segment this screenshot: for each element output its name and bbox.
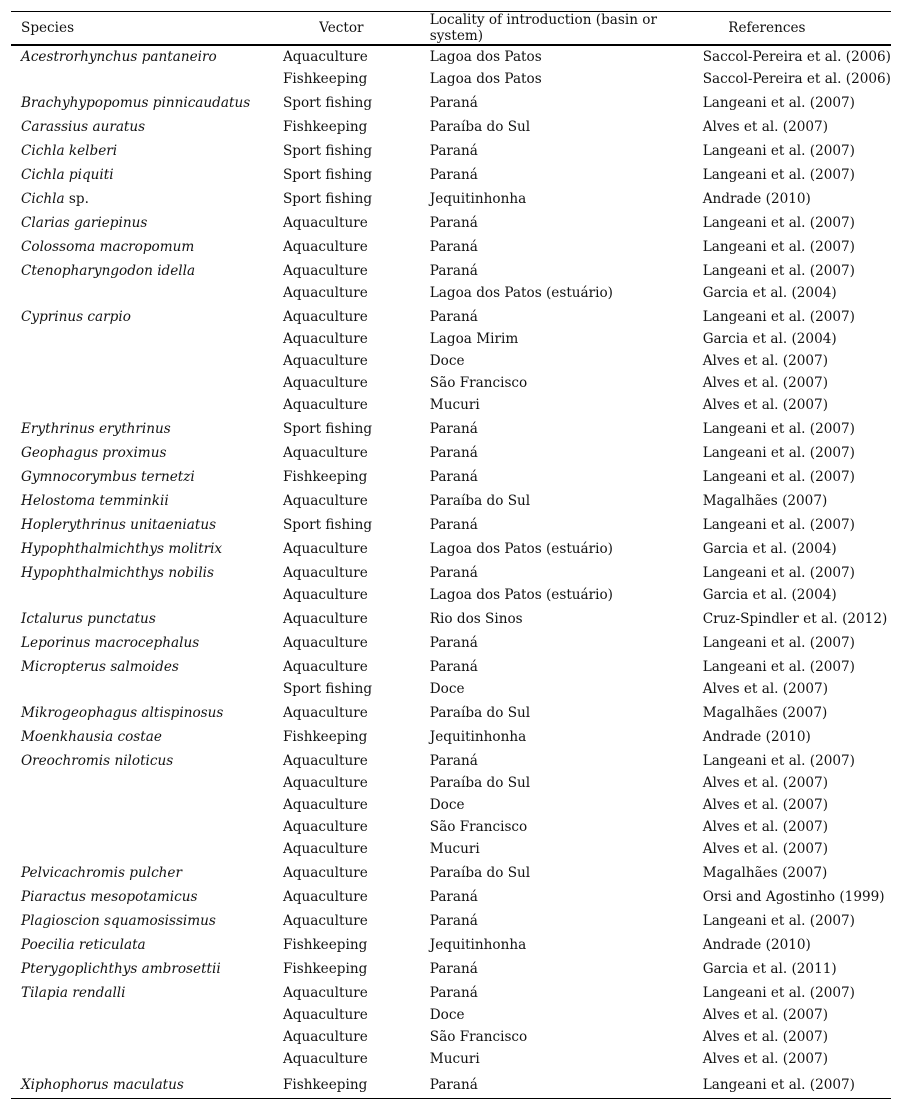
table-row (11, 1070, 891, 1099)
cell-locality: Mucuri (429, 841, 480, 857)
cell-locality: Paraná (429, 753, 478, 769)
cell-vector: Fishkeeping (282, 937, 368, 953)
cell-species (11, 210, 283, 234)
cell-locality: São Francisco (429, 375, 528, 391)
table-row (11, 654, 891, 678)
cell-locality: Paraná (429, 143, 478, 159)
cell-vector: Sport fishing (282, 681, 373, 697)
species-name: Ictalurus punctatus (21, 611, 156, 627)
species-name: Cichla kelberi (21, 143, 118, 159)
cell-species (11, 794, 283, 816)
cell-reference: Langeani et al. (2007) (702, 913, 855, 929)
cell-species (11, 258, 283, 282)
cell-vector: Aquaculture (282, 353, 368, 369)
cell-reference: Magalhães (2007) (702, 705, 828, 721)
cell-species (11, 560, 283, 584)
cell-reference: Saccol-Pereira et al. (2006) (702, 71, 891, 87)
species-name: Micropterus salmoides (21, 659, 179, 675)
species-name: Geophagus proximus (21, 445, 167, 461)
cell-species (11, 536, 283, 560)
cell-species (11, 114, 283, 138)
cell-locality: Doce (429, 797, 465, 813)
cell-locality: Paraná (430, 1070, 703, 1099)
cell-locality: Lagoa Mirim (429, 331, 519, 347)
species-name: Xiphophorus maculatus (21, 1077, 184, 1093)
cell-locality: Mucuri (429, 397, 480, 413)
table-row (11, 816, 891, 838)
cell-species (11, 394, 283, 416)
species-name: Tilapia rendalli (21, 985, 126, 1001)
cell-species (11, 1026, 283, 1048)
cell-vector: Aquaculture (282, 587, 368, 603)
cell-species (11, 138, 283, 162)
table-row (11, 678, 891, 700)
cell-locality: Doce (429, 353, 465, 369)
table-row (11, 630, 891, 654)
cell-vector: Sport fishing (282, 191, 373, 207)
table-row (11, 162, 891, 186)
species-name: Brachyhypopomus pinnicaudatus (21, 95, 251, 111)
cell-species (11, 440, 283, 464)
species-name: Piaractus mesopotamicus (21, 889, 198, 905)
cell-vector: Aquaculture (282, 913, 368, 929)
cell-reference: Saccol-Pereira et al. (2006) (702, 49, 891, 65)
table-row (11, 350, 891, 372)
cell-vector: Aquaculture (282, 375, 368, 391)
cell-vector: Aquaculture (282, 309, 368, 325)
cell-vector: Aquaculture (282, 865, 368, 881)
cell-reference: Langeani et al. (2007) (702, 263, 855, 279)
cell-vector: Aquaculture (282, 819, 368, 835)
species-name: Poecilia reticulata (21, 937, 146, 953)
table-row (11, 258, 891, 282)
cell-species (11, 606, 283, 630)
table-row (11, 416, 891, 440)
cell-locality: Paraná (429, 239, 478, 255)
cell-reference: Alves et al. (2007) (702, 841, 829, 857)
cell-locality: Paraíba do Sul (429, 775, 531, 791)
cell-reference: Alves et al. (2007) (702, 353, 829, 369)
table-header-row (11, 12, 891, 46)
cell-vector: Aquaculture (282, 705, 368, 721)
species-name: Cichla piquiti (21, 167, 114, 183)
cell-species (11, 372, 283, 394)
table-row (11, 45, 891, 68)
cell-vector: Aquaculture (282, 565, 368, 581)
table-row (11, 700, 891, 724)
cell-species (11, 68, 283, 90)
cell-reference: Alves et al. (2007) (702, 797, 829, 813)
cell-vector: Sport fishing (282, 167, 373, 183)
species-name: Cyprinus carpio (21, 309, 131, 325)
table-row (11, 210, 891, 234)
cell-vector: Aquaculture (282, 1007, 368, 1023)
species-suffix: sp. (64, 191, 89, 207)
cell-reference: Langeani et al. (2007) (702, 635, 855, 651)
table-row (11, 908, 891, 932)
cell-reference: Langeani et al. (2007) (702, 167, 855, 183)
cell-locality: Lagoa dos Patos (429, 49, 542, 65)
cell-reference: Alves et al. (2007) (702, 1051, 829, 1067)
table-row (11, 956, 891, 980)
cell-vector: Aquaculture (282, 239, 368, 255)
cell-species (11, 654, 283, 678)
species-name: Hypophthalmichthys molitrix (21, 541, 223, 557)
species-name: Plagioscion squamosissimus (21, 913, 216, 929)
cell-species (11, 1070, 283, 1099)
table-row (11, 464, 891, 488)
table-row (11, 748, 891, 772)
species-name: Ctenopharyngodon idella (21, 263, 196, 279)
table-row (11, 68, 891, 90)
cell-species (11, 980, 283, 1004)
cell-reference: Langeani et al. (2007) (702, 239, 855, 255)
cell-species (11, 1004, 283, 1026)
table-row (11, 772, 891, 794)
cell-reference: Garcia et al. (2004) (702, 587, 837, 603)
cell-reference: Cruz-Spindler et al. (2012) (702, 611, 888, 627)
cell-locality: Paraná (429, 215, 478, 231)
cell-species (11, 908, 283, 932)
table-row (11, 724, 891, 748)
table-row (11, 488, 891, 512)
cell-locality: Jequitinhonha (429, 191, 527, 207)
cell-vector: Aquaculture (282, 611, 368, 627)
cell-locality: Rio dos Sinos (429, 611, 523, 627)
cell-locality: Paraíba do Sul (429, 493, 531, 509)
species-name: Leporinus macrocephalus (21, 635, 200, 651)
cell-locality: Doce (429, 1007, 465, 1023)
table-row (11, 186, 891, 210)
cell-reference: Garcia et al. (2004) (702, 285, 837, 301)
table-row (11, 372, 891, 394)
cell-reference: Alves et al. (2007) (702, 119, 829, 135)
species-name: Pterygoplichthys ambrosettii (21, 961, 221, 977)
species-name: Acestrorhynchus pantaneiro (21, 49, 217, 65)
table-row (11, 114, 891, 138)
cell-species (11, 304, 283, 328)
cell-species (11, 1048, 283, 1070)
cell-reference: Langeani et al. (2007) (702, 753, 855, 769)
table-container (11, 11, 891, 1099)
species-name: Colossoma macropomum (21, 239, 195, 255)
cell-species (11, 90, 283, 114)
cell-species (11, 350, 283, 372)
cell-reference: Magalhães (2007) (702, 493, 828, 509)
cell-reference: Langeani et al. (2007) (702, 659, 855, 675)
cell-locality: Paraná (429, 421, 478, 437)
cell-locality: Paraná (429, 659, 478, 675)
cell-vector: Fishkeeping (282, 729, 368, 745)
cell-reference: Langeani et al. (2007) (702, 143, 855, 159)
cell-vector: Sport fishing (282, 421, 373, 437)
cell-reference: Garcia et al. (2011) (702, 961, 837, 977)
cell-vector: Sport fishing (282, 95, 373, 111)
table-row (11, 512, 891, 536)
cell-species (11, 838, 283, 860)
cell-locality: Paraná (429, 445, 478, 461)
cell-species (11, 464, 283, 488)
table-row (11, 1004, 891, 1026)
cell-vector: Aquaculture (282, 797, 368, 813)
cell-vector: Sport fishing (282, 517, 373, 533)
cell-reference: Andrade (2010) (702, 937, 811, 953)
cell-reference: Langeani et al. (2007) (702, 421, 855, 437)
cell-locality: Paraná (429, 167, 478, 183)
cell-locality: São Francisco (429, 819, 528, 835)
table-row (11, 138, 891, 162)
table-row (11, 584, 891, 606)
species-name: Helostoma temminkii (21, 493, 169, 509)
cell-vector: Fishkeeping (282, 961, 368, 977)
cell-locality: Paraná (429, 913, 478, 929)
cell-species (11, 282, 283, 304)
cell-vector: Sport fishing (282, 143, 373, 159)
cell-species (11, 816, 283, 838)
cell-reference: Langeani et al. (2007) (702, 985, 855, 1001)
cell-vector: Aquaculture (282, 49, 368, 65)
cell-locality: Paraná (429, 517, 478, 533)
table-row (11, 884, 891, 908)
cell-reference: Alves et al. (2007) (702, 1007, 829, 1023)
cell-locality: Paraná (429, 95, 478, 111)
cell-species (11, 884, 283, 908)
cell-reference: Alves et al. (2007) (702, 397, 829, 413)
cell-vector: Aquaculture (282, 445, 368, 461)
cell-species (11, 630, 283, 654)
cell-species (11, 932, 283, 956)
cell-locality: Paraná (429, 263, 478, 279)
cell-vector: Aquaculture (282, 1051, 368, 1067)
cell-locality: Lagoa dos Patos (estuário) (429, 285, 613, 301)
header-species: Species (11, 12, 283, 46)
cell-locality: Jequitinhonha (429, 937, 527, 953)
header-references: References (703, 12, 891, 46)
introduced-species-table (11, 11, 891, 1099)
cell-species (11, 328, 283, 350)
cell-vector: Aquaculture (282, 215, 368, 231)
cell-reference: Garcia et al. (2004) (702, 541, 837, 557)
table-row (11, 606, 891, 630)
cell-locality: Paraíba do Sul (429, 705, 531, 721)
cell-species (11, 772, 283, 794)
cell-locality: Lagoa dos Patos (429, 71, 542, 87)
cell-vector: Aquaculture (282, 985, 368, 1001)
cell-vector: Aquaculture (282, 263, 368, 279)
cell-reference: Alves et al. (2007) (702, 819, 829, 835)
cell-reference: Langeani et al. (2007) (702, 215, 855, 231)
cell-vector: Fishkeeping (282, 469, 368, 485)
cell-vector: Aquaculture (282, 659, 368, 675)
cell-species (11, 700, 283, 724)
table-row (11, 304, 891, 328)
cell-reference: Alves et al. (2007) (702, 1029, 829, 1045)
table-row (11, 440, 891, 464)
cell-reference: Langeani et al. (2007) (702, 95, 855, 111)
cell-species (11, 860, 283, 884)
cell-locality: Doce (429, 681, 465, 697)
cell-locality: Paraná (429, 309, 478, 325)
species-name: Mikrogeophagus altispinosus (21, 705, 224, 721)
cell-locality: Paraná (429, 469, 478, 485)
cell-locality: Lagoa dos Patos (estuário) (429, 541, 613, 557)
cell-vector: Aquaculture (282, 493, 368, 509)
species-name: Clarias gariepinus (21, 215, 148, 231)
table-row (11, 980, 891, 1004)
cell-reference: Andrade (2010) (702, 729, 811, 745)
table-row (11, 328, 891, 350)
cell-species (11, 186, 283, 210)
cell-reference: Orsi and Agostinho (1999) (702, 889, 885, 905)
cell-reference: Magalhães (2007) (702, 865, 828, 881)
table-body (11, 45, 891, 1099)
species-name: Pelvicachromis pulcher (21, 865, 182, 881)
species-name: Moenkhausia costae (21, 729, 162, 745)
table-row (11, 1026, 891, 1048)
table-row (11, 536, 891, 560)
cell-species (11, 956, 283, 980)
cell-locality: São Francisco (429, 1029, 528, 1045)
cell-vector: Fishkeeping (282, 71, 368, 87)
cell-locality: Mucuri (429, 1051, 480, 1067)
cell-locality: Paraná (429, 565, 478, 581)
cell-species (11, 45, 283, 68)
cell-vector: Aquaculture (282, 889, 368, 905)
cell-reference: Langeani et al. (2007) (702, 445, 855, 461)
cell-reference: Langeani et al. (2007) (702, 309, 855, 325)
cell-reference: Andrade (2010) (702, 191, 811, 207)
table-row (11, 794, 891, 816)
cell-reference: Langeani et al. (2007) (703, 1070, 891, 1099)
cell-vector: Aquaculture (282, 1029, 368, 1045)
cell-vector: Aquaculture (282, 841, 368, 857)
species-name: Carassius auratus (21, 119, 146, 135)
cell-vector: Aquaculture (282, 635, 368, 651)
cell-locality: Paraíba do Sul (429, 865, 531, 881)
cell-vector: Aquaculture (282, 397, 368, 413)
species-name: Hypophthalmichthys nobilis (21, 565, 215, 581)
cell-reference: Alves et al. (2007) (702, 775, 829, 791)
cell-species (11, 724, 283, 748)
table-row (11, 932, 891, 956)
cell-reference: Langeani et al. (2007) (702, 565, 855, 581)
cell-locality: Paraná (429, 635, 478, 651)
cell-vector: Aquaculture (282, 753, 368, 769)
table-row (11, 838, 891, 860)
cell-locality: Paraíba do Sul (429, 119, 531, 135)
cell-vector: Aquaculture (282, 285, 368, 301)
table-row (11, 90, 891, 114)
cell-locality: Paraná (429, 961, 478, 977)
cell-vector: Fishkeeping (282, 119, 368, 135)
cell-reference: Garcia et al. (2004) (702, 331, 837, 347)
cell-species (11, 416, 283, 440)
cell-vector: Aquaculture (282, 775, 368, 791)
cell-vector: Aquaculture (282, 331, 368, 347)
cell-species (11, 584, 283, 606)
header-vector: Vector (283, 12, 430, 46)
table-row (11, 234, 891, 258)
species-name: Hoplerythrinus unitaeniatus (21, 517, 217, 533)
species-name: Gymnocorymbus ternetzi (21, 469, 195, 485)
table-row (11, 560, 891, 584)
cell-locality: Jequitinhonha (429, 729, 527, 745)
table-row (11, 1048, 891, 1070)
cell-vector: Aquaculture (282, 541, 368, 557)
species-name: Oreochromis niloticus (21, 753, 174, 769)
cell-species (11, 162, 283, 186)
cell-species (11, 512, 283, 536)
header-locality: Locality of introduction (basin or system) (430, 12, 703, 46)
cell-reference: Alves et al. (2007) (702, 375, 829, 391)
cell-species (11, 488, 283, 512)
table-row (11, 860, 891, 884)
cell-species (11, 748, 283, 772)
cell-vector: Fishkeeping (283, 1070, 430, 1099)
table-row (11, 394, 891, 416)
cell-species (11, 234, 283, 258)
cell-locality: Paraná (429, 985, 478, 1001)
cell-locality: Lagoa dos Patos (estuário) (429, 587, 613, 603)
cell-reference: Langeani et al. (2007) (702, 469, 855, 485)
species-name: Erythrinus erythrinus (21, 421, 171, 437)
cell-reference: Langeani et al. (2007) (702, 517, 855, 533)
cell-species (11, 678, 283, 700)
cell-locality: Paraná (429, 889, 478, 905)
cell-reference: Alves et al. (2007) (702, 681, 829, 697)
table-row (11, 282, 891, 304)
species-name: Cichla (21, 191, 65, 207)
